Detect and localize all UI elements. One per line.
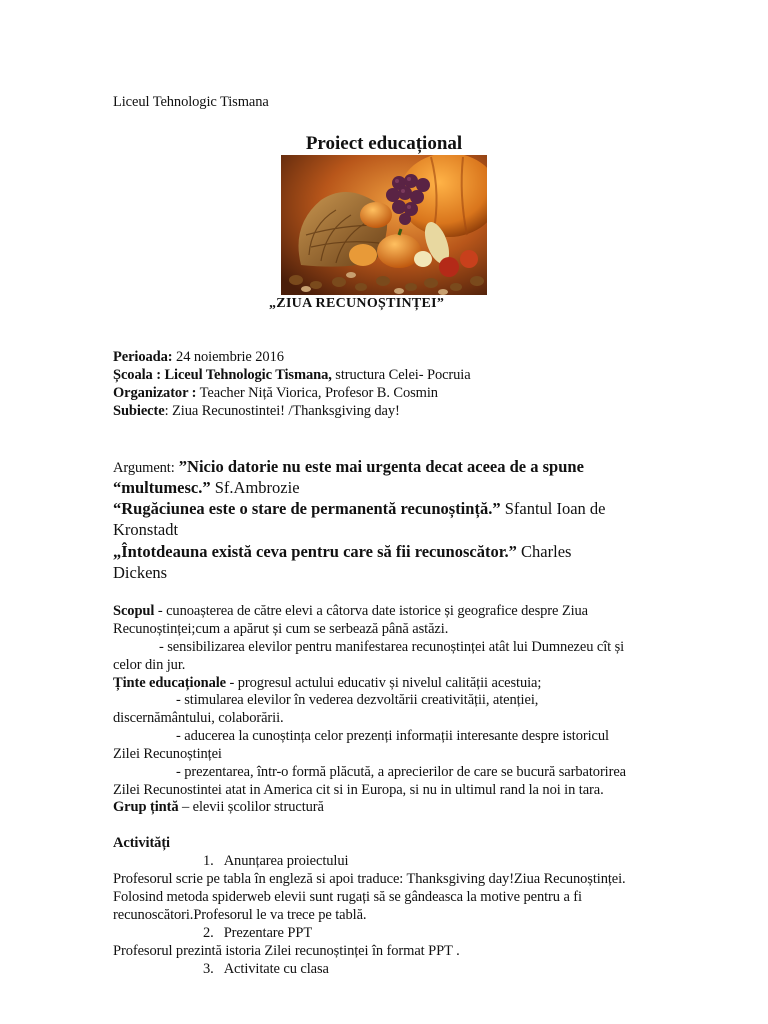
activity-item-1: 1. Anunțarea proiectului: [203, 853, 349, 869]
activity-item-2: 2. Prezentare PPT: [203, 925, 313, 941]
argument-line-2: “multumesc.” Sf.Ambrozie: [113, 478, 300, 497]
scope-line-2: Recunoștinței;cum a apărut și cum se serbează până astăzi.: [113, 621, 449, 637]
targets-line-3: discernământului, colaborării.: [113, 710, 284, 726]
targets-line-1: Ținte educaționale - progresul actului educativ și nivelul calității acestuia;: [113, 675, 542, 691]
activity-item-3: 3. Activitate cu clasa: [203, 961, 329, 977]
argument-line-4: Kronstadt: [113, 520, 179, 539]
argument-line-6: Dickens: [113, 563, 168, 582]
targets-line-7: Zilei Recunostintei atat in America cit si in Europa, si nu in ultimul rand la noi in tara.: [113, 782, 604, 798]
argument-line-5: „Întotdeauna există ceva pentru care să fii recunoscător.” Charles: [113, 542, 572, 561]
activities-heading: Activități: [113, 835, 170, 851]
targets-line-2: - stimularea elevilor în vederea dezvoltării creativității, atenției,: [176, 692, 539, 708]
argument-line-3: “Rugăciunea este o stare de permanentă recunoștință.” Sfantul Ioan de: [113, 499, 606, 518]
scope-line-1: Scopul - cunoașterea de către elevi a câtorva date istorice și geografice despre Ziua: [113, 603, 589, 619]
activity-1-line-3: recunoscători.Profesorul le va trece pe tablă.: [113, 907, 367, 923]
targets-line-5: Zilei Recunoștinței: [113, 746, 222, 762]
activity-1-line-1: Profesorul scrie pe tabla în engleză si apoi traduce: Thanksgiving day!Ziua Recunoștinței.: [113, 871, 626, 887]
activity-2-line-1: Profesorul prezintă istoria Zilei recunoștinței în format PPT .: [113, 943, 460, 959]
cornucopia-harvest-photo: [281, 155, 487, 295]
subjects-line: Subiecte: Ziua Recunostintei! /Thanksgiving day!: [113, 403, 400, 419]
cornucopia-image: [281, 155, 487, 295]
organizer-line: Organizator : Teacher Niță Viorica, Profesor B. Cosmin: [113, 385, 438, 401]
targets-line-4: - aducerea la cunoștința celor prezenți informații interesante despre istoricul: [176, 728, 609, 744]
activity-1-line-2: Folosind metoda spiderweb elevii sunt rugați să se gândeasca la motive pentru a fi: [113, 889, 582, 905]
target-group-line: Grup țintă – elevii școlilor structură: [113, 799, 324, 815]
targets-line-6: - prezentarea, într-o formă plăcută, a aprecierilor de care se bucură sarbatorirea: [176, 764, 626, 780]
event-title: „ZIUA RECUNOȘTINȚEI”: [269, 296, 445, 311]
school-name: Liceul Tehnologic Tismana: [113, 94, 269, 110]
argument-line-1: Argument: ”Nicio datorie nu este mai urgenta decat aceea de a spune: [113, 457, 584, 476]
document-title: Proiect educațional: [305, 133, 463, 154]
scope-line-3: - sensibilizarea elevilor pentru manifestarea recunoștinței atât lui Dumnezeu cît și: [159, 639, 625, 655]
period-line: Perioada: 24 noiembrie 2016: [113, 349, 284, 365]
scope-line-4: celor din jur.: [113, 657, 186, 673]
school-line: Școala : Liceul Tehnologic Tismana, structura Celei- Pocruia: [113, 367, 471, 383]
